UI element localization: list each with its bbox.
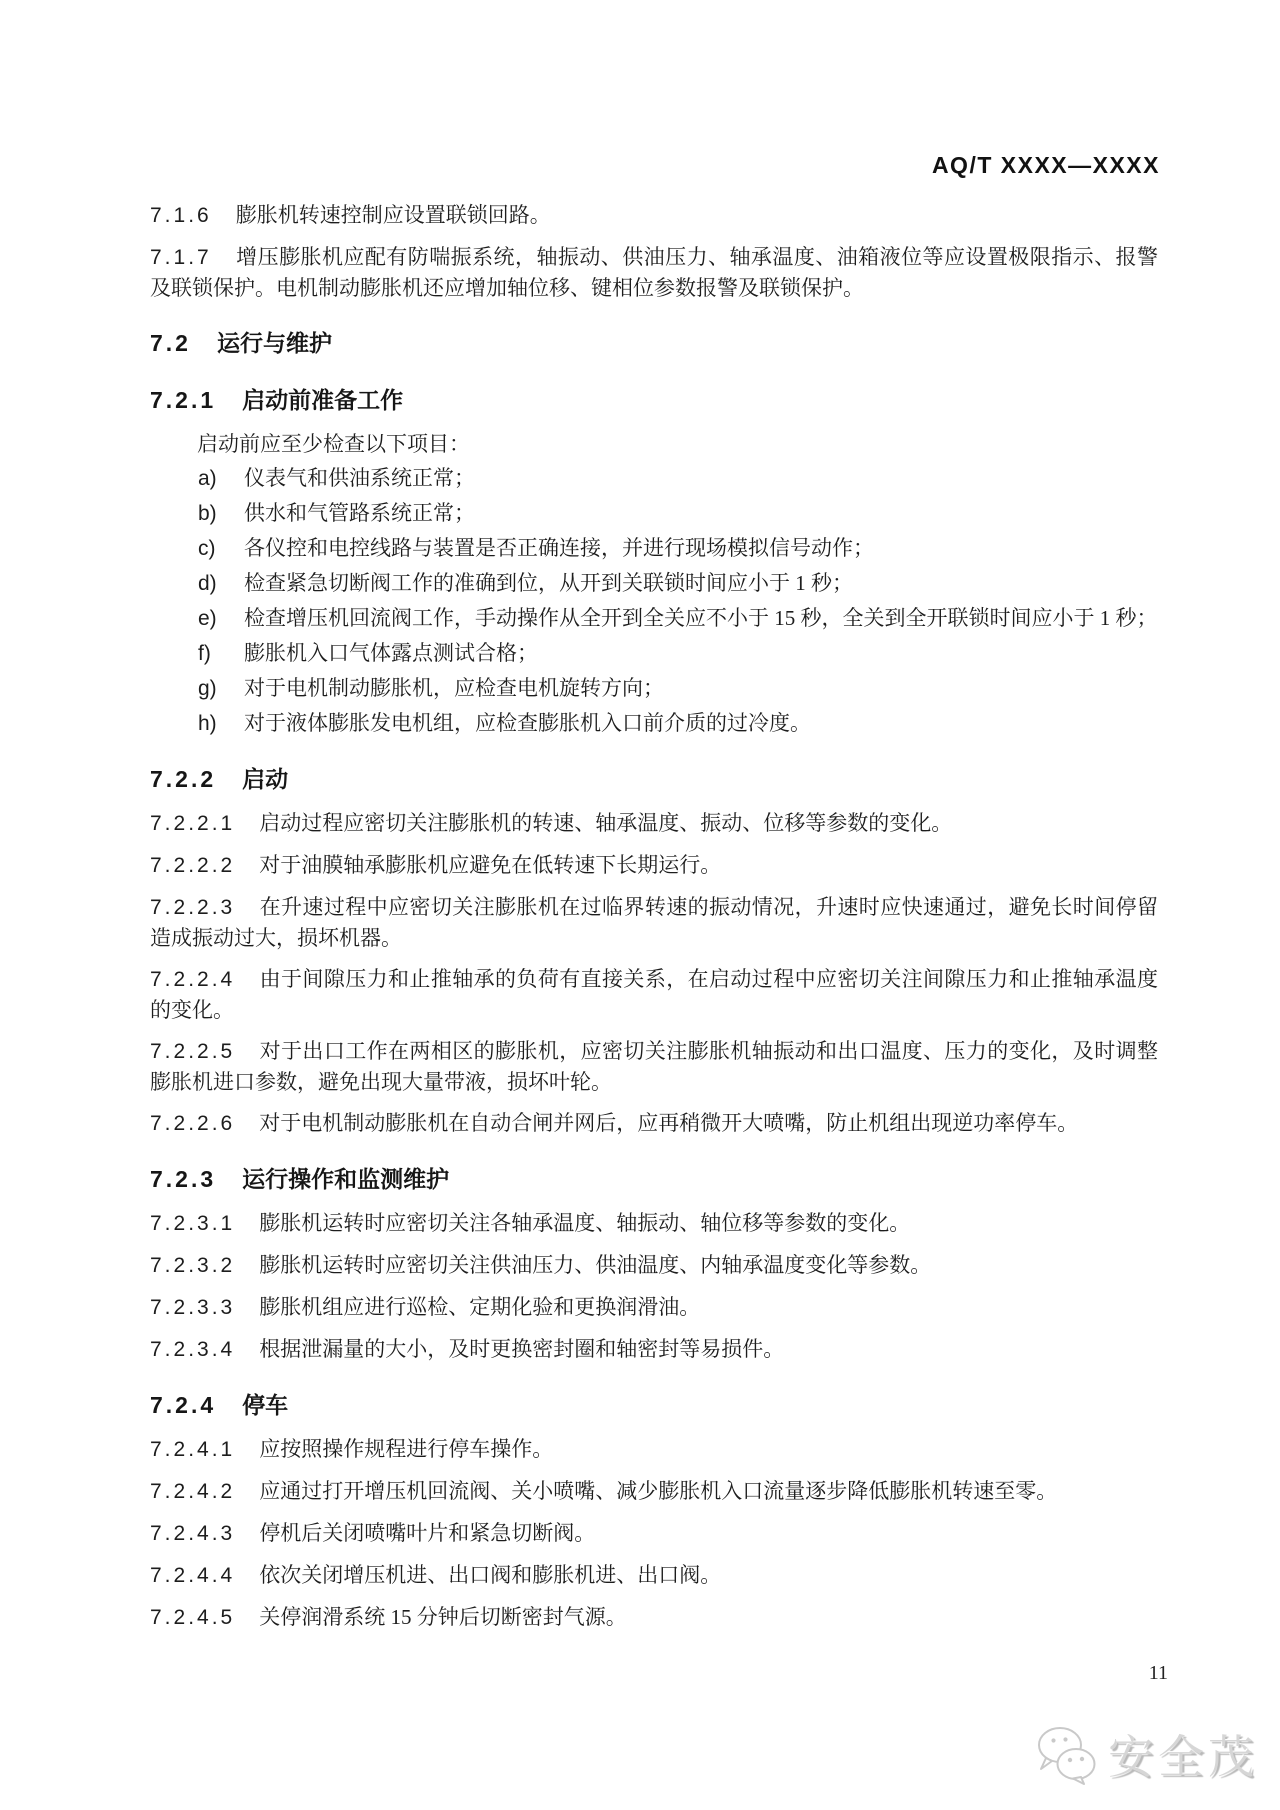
clause-number: 7.2.3.3 <box>150 1296 236 1319</box>
clause-number: 7.2.4.3 <box>150 1522 236 1545</box>
section-heading-7-2-3 <box>150 1163 1158 1196</box>
clause-7-2-4-4 <box>150 1560 1158 1591</box>
clause-7-2-3-3 <box>150 1292 1158 1323</box>
page-number: 11 <box>1148 1662 1168 1684</box>
section-number: 7.2.3 <box>150 1166 217 1192</box>
section-title: 启动 <box>242 766 289 792</box>
list-marker: e) <box>198 607 217 630</box>
list-item-e <box>198 603 1158 634</box>
clause-text: 对于油膜轴承膨胀机应避免在低转速下长期运行。 <box>259 853 722 877</box>
list-marker: g) <box>198 677 217 700</box>
clause-7-2-4-3 <box>150 1518 1158 1549</box>
list-text: 供水和气管路系统正常； <box>244 501 475 525</box>
clause-7-2-3-2 <box>150 1250 1158 1281</box>
standard-code-header: AQ/T XXXX—XXXX <box>931 152 1160 178</box>
clause-text: 膨胀机转速控制应设置联锁回路。 <box>235 203 551 227</box>
list-text: 仪表气和供油系统正常； <box>244 466 475 490</box>
list-marker: h) <box>198 712 217 735</box>
section-heading-7-2-1 <box>150 384 1158 417</box>
clause-7-2-3-4 <box>150 1334 1158 1365</box>
clause-text: 停机后关闭喷嘴叶片和紧急切断阀。 <box>259 1521 596 1545</box>
list-item-f <box>198 638 1158 669</box>
list-marker: a) <box>198 467 217 490</box>
clause-number: 7.2.2.4 <box>150 968 236 991</box>
clause-text: 膨胀机组应进行巡检、定期化验和更换润滑油。 <box>259 1295 701 1319</box>
watermark <box>1034 1721 1258 1787</box>
clause-7-2-4-1 <box>150 1434 1158 1465</box>
clause-text: 根据泄漏量的大小，及时更换密封圈和轴密封等易损件。 <box>259 1337 785 1361</box>
clause-7-1-6 <box>150 200 1158 231</box>
clause-number: 7.2.4.5 <box>150 1606 236 1629</box>
clause-text: 对于出口工作在两相区的膨胀机，应密切关注膨胀机轴振动和出口温度、压力的变化，及时调整膨胀机进口参数，避免出现大量带液，损坏叶轮。 <box>150 1039 1158 1094</box>
clause-text: 在升速过程中应密切关注膨胀机在过临界转速的振动情况，升速时应快速通过，避免长时间停留造成振动过大，损坏机器。 <box>150 895 1158 950</box>
clause-number: 7.2.4.1 <box>150 1438 236 1461</box>
section-number: 7.2 <box>150 330 191 356</box>
clause-number: 7.2.3.4 <box>150 1338 236 1361</box>
wechat-chat-bubbles-icon <box>1034 1723 1098 1785</box>
clause-number: 7.1.7 <box>150 246 212 269</box>
list-marker: d) <box>198 572 217 595</box>
list-text: 检查紧急切断阀工作的准确到位，从开到关联锁时间应小于 1 秒； <box>244 571 853 595</box>
clause-number: 7.2.2.3 <box>150 896 236 919</box>
clause-number: 7.2.3.1 <box>150 1212 236 1235</box>
clause-text: 膨胀机运转时应密切关注供油压力、供油温度、内轴承温度变化等参数。 <box>259 1253 932 1277</box>
clause-7-2-2-4 <box>150 964 1158 1025</box>
section-number: 7.2.1 <box>150 387 217 413</box>
clause-7-2-2-1 <box>150 808 1158 839</box>
list-item-a <box>198 463 1158 494</box>
section-number: 7.2.2 <box>150 766 217 792</box>
clause-7-2-2-3 <box>150 892 1158 953</box>
section-heading-7-2-2 <box>150 763 1158 796</box>
clause-text: 应按照操作规程进行停车操作。 <box>259 1437 554 1461</box>
watermark-text: 安全茂 <box>1108 1732 1258 1783</box>
list-text: 各仪控和电控线路与装置是否正确连接，并进行现场模拟信号动作； <box>244 536 874 560</box>
list-text: 膨胀机入口气体露点测试合格； <box>244 641 538 665</box>
clause-7-2-2-5 <box>150 1036 1158 1097</box>
section-heading-7-2-4 <box>150 1389 1158 1422</box>
section-title: 启动前准备工作 <box>242 387 404 413</box>
list-text: 对于液体膨胀发电机组，应检查膨胀机入口前介质的过冷度。 <box>244 711 811 735</box>
clause-7-2-4-5 <box>150 1602 1158 1633</box>
clause-text: 依次关闭增压机进、出口阀和膨胀机进、出口阀。 <box>259 1563 722 1587</box>
list-text: 检查增压机回流阀工作，手动操作从全开到全关应不小于 15 秒，全关到全开联锁时间应小于 1 秒； <box>244 606 1158 630</box>
list-item-c <box>198 533 1158 564</box>
section-number: 7.2.4 <box>150 1392 217 1418</box>
clause-text: 启动过程应密切关注膨胀机的转速、轴承温度、振动、位移等参数的变化。 <box>259 811 953 835</box>
clause-number: 7.1.6 <box>150 204 212 227</box>
checklist-intro: 启动前应至少检查以下项目： <box>197 432 470 456</box>
clause-7-1-7 <box>150 242 1158 303</box>
section-title: 运行操作和监测维护 <box>242 1166 450 1192</box>
clause-7-2-4-2 <box>150 1476 1158 1507</box>
clause-text: 关停润滑系统 15 分钟后切断密封气源。 <box>259 1605 627 1629</box>
clause-number: 7.2.2.1 <box>150 812 236 835</box>
clause-text: 由于间隙压力和止推轴承的负荷有直接关系，在启动过程中应密切关注间隙压力和止推轴承温度的变化。 <box>150 967 1158 1022</box>
list-item-h <box>198 708 1158 739</box>
section-title: 停车 <box>242 1392 289 1418</box>
list-item-d <box>198 568 1158 599</box>
list-marker: b) <box>198 502 217 525</box>
list-item-b <box>198 498 1158 529</box>
list-text: 对于电机制动膨胀机，应检查电机旋转方向； <box>244 676 664 700</box>
clause-text: 对于电机制动膨胀机在自动合闸并网后，应再稍微开大喷嘴，防止机组出现逆功率停车。 <box>259 1111 1079 1135</box>
clause-number: 7.2.2.2 <box>150 854 236 877</box>
clause-number: 7.2.3.2 <box>150 1254 236 1277</box>
list-marker: f) <box>198 642 211 665</box>
clause-number: 7.2.4.2 <box>150 1480 236 1503</box>
clause-text: 增压膨胀机应配有防喘振系统，轴振动、供油压力、轴承温度、油箱液位等应设置极限指示、报警及联锁保护。电机制动膨胀机还应增加轴位移、键相位参数报警及联锁保护。 <box>150 245 1158 300</box>
clause-7-2-2-2 <box>150 850 1158 881</box>
section-heading-7-2 <box>150 327 1158 360</box>
clause-number: 7.2.2.5 <box>150 1040 236 1063</box>
clause-7-2-2-6 <box>150 1108 1158 1139</box>
section-title: 运行与维护 <box>216 330 332 356</box>
list-marker: c) <box>198 537 216 560</box>
clause-number: 7.2.2.6 <box>150 1112 236 1135</box>
list-item-g <box>198 673 1158 704</box>
clause-text: 膨胀机运转时应密切关注各轴承温度、轴振动、轴位移等参数的变化。 <box>259 1211 911 1235</box>
clause-text: 应通过打开增压机回流阀、关小喷嘴、减少膨胀机入口流量逐步降低膨胀机转速至零。 <box>259 1479 1058 1503</box>
clause-number: 7.2.4.4 <box>150 1564 236 1587</box>
clause-7-2-3-1 <box>150 1208 1158 1239</box>
document-content <box>150 189 1158 1644</box>
